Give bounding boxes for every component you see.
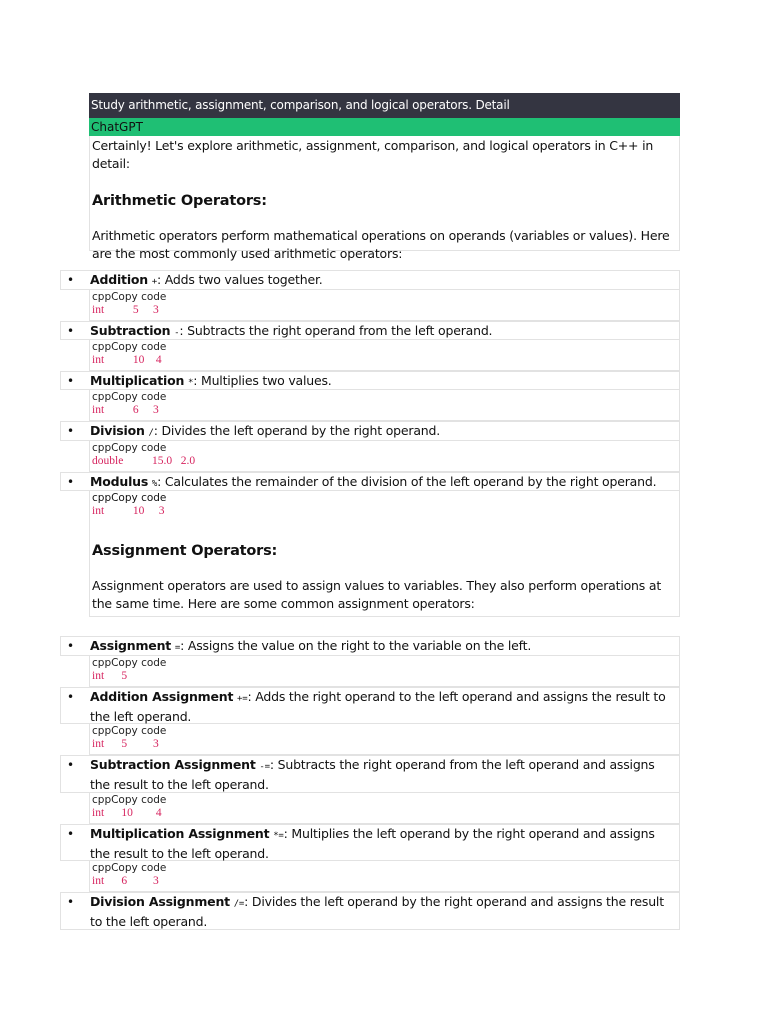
operator: -=: [259, 762, 270, 772]
bullet-icon: •: [67, 639, 74, 653]
arithmetic-description: Arithmetic operators perform mathematical operations on operands (variables or values). Here are the most commonly used arithmetic operators:: [92, 228, 670, 261]
copy-code-button[interactable]: cppCopy code: [92, 725, 167, 737]
operator: +=: [237, 694, 248, 704]
item-name: Multiplication: [90, 373, 185, 388]
copy-code-button[interactable]: cppCopy code: [92, 291, 167, 303]
copy-code-button[interactable]: cppCopy code: [92, 442, 167, 454]
code-block: [89, 390, 680, 421]
code-line: int 10 4: [92, 354, 162, 366]
assignment-description: Assignment operators are used to assign values to variables. They also perform operations at the same time. Here are some common assignment operators:: [92, 578, 662, 611]
bullet-icon: •: [67, 273, 74, 287]
copy-code-button[interactable]: cppCopy code: [92, 391, 167, 403]
list-item: [60, 687, 680, 724]
code-block: [89, 656, 680, 687]
item-desc: : Multiplies two values.: [193, 373, 332, 388]
user-prompt: Study arithmetic, assignment, comparison, and logical operators. Detail: [89, 93, 680, 118]
code-line: int 5: [92, 670, 128, 682]
item-desc: : Adds the right operand to the left operand and assigns the result to the left operand.: [90, 689, 666, 724]
list-item: [60, 371, 680, 390]
copy-code-button[interactable]: cppCopy code: [92, 862, 167, 874]
assignment-intro-block: [89, 491, 680, 617]
bullet-icon: •: [67, 895, 74, 909]
bullet-icon: •: [67, 475, 74, 489]
responder-label: ChatGPT: [89, 118, 680, 136]
item-name: Addition: [90, 272, 149, 287]
list-item: [60, 755, 680, 793]
item-name: Multiplication Assignment: [90, 826, 270, 841]
item-desc: : Assigns the value on the right to the variable on the left.: [180, 638, 532, 653]
item-desc: : Multiplies the left operand by the right operand and assigns the result to the left operand.: [90, 826, 655, 861]
code-block: [89, 441, 680, 472]
item-name: Subtraction Assignment: [90, 757, 256, 772]
item-desc: : Subtracts the right operand from the left operand and assigns the result to the left operand.: [90, 757, 655, 792]
bullet-icon: •: [67, 324, 74, 338]
copy-code-button[interactable]: cppCopy code: [92, 341, 167, 353]
item-desc: : Subtracts the right operand from the left operand.: [179, 323, 493, 338]
item-desc: : Adds two values together.: [157, 272, 323, 287]
item-name: Addition Assignment: [90, 689, 234, 704]
list-item: [60, 636, 680, 656]
bullet-icon: •: [67, 827, 74, 841]
item-desc: : Divides the left operand by the right operand and assigns the result to the left operand.: [90, 894, 664, 929]
operator: -: [174, 328, 180, 338]
code-block: [89, 340, 680, 371]
item-name: Division Assignment: [90, 894, 230, 909]
item-desc: : Divides the left operand by the right operand.: [153, 423, 441, 438]
code-block: [89, 861, 680, 892]
code-line: int 6 3: [92, 404, 159, 416]
bullet-icon: •: [67, 424, 74, 438]
item-name: Subtraction: [90, 323, 171, 338]
code-line: int 10 3: [92, 505, 165, 517]
intro-text: Certainly! Let's explore arithmetic, assignment, comparison, and logical operators in C++ in detail:: [92, 138, 654, 171]
item-desc: : Calculates the remainder of the division of the left operand by the right operand.: [157, 474, 657, 489]
list-item: [60, 270, 680, 290]
list-item: [60, 472, 680, 491]
assignment-heading: Assignment Operators:: [92, 543, 278, 559]
copy-code-button[interactable]: cppCopy code: [92, 657, 167, 669]
item-name: Assignment: [90, 638, 172, 653]
item-name: Modulus: [90, 474, 149, 489]
bullet-icon: •: [67, 758, 74, 772]
code-block: [89, 793, 680, 824]
operator: /=: [233, 899, 245, 909]
code-block: [89, 290, 680, 321]
operator: %: [151, 479, 158, 489]
bullet-icon: •: [67, 374, 74, 388]
code-line: int 5 3: [92, 738, 159, 750]
code-line: double 15.0 2.0: [92, 455, 196, 467]
copy-code-button[interactable]: cppCopy code: [92, 794, 167, 806]
code-line: int 10 4: [92, 807, 162, 819]
operator: /: [148, 428, 154, 438]
arithmetic-intro-block: [89, 136, 680, 261]
item-name: Division: [90, 423, 145, 438]
list-item: [60, 892, 680, 930]
operator: +: [151, 277, 158, 287]
copy-code-button[interactable]: cppCopy code: [92, 492, 167, 504]
operator: =: [174, 643, 181, 653]
list-item: [60, 824, 680, 861]
list-item: [60, 321, 680, 340]
code-block: [89, 724, 680, 755]
operator: *=: [273, 831, 284, 841]
operator: *: [187, 378, 194, 388]
arithmetic-heading: Arithmetic Operators:: [92, 193, 267, 209]
bullet-icon: •: [67, 690, 74, 704]
code-line: int 5 3: [92, 304, 159, 316]
code-line: int 6 3: [92, 875, 159, 887]
list-item: [60, 421, 680, 441]
